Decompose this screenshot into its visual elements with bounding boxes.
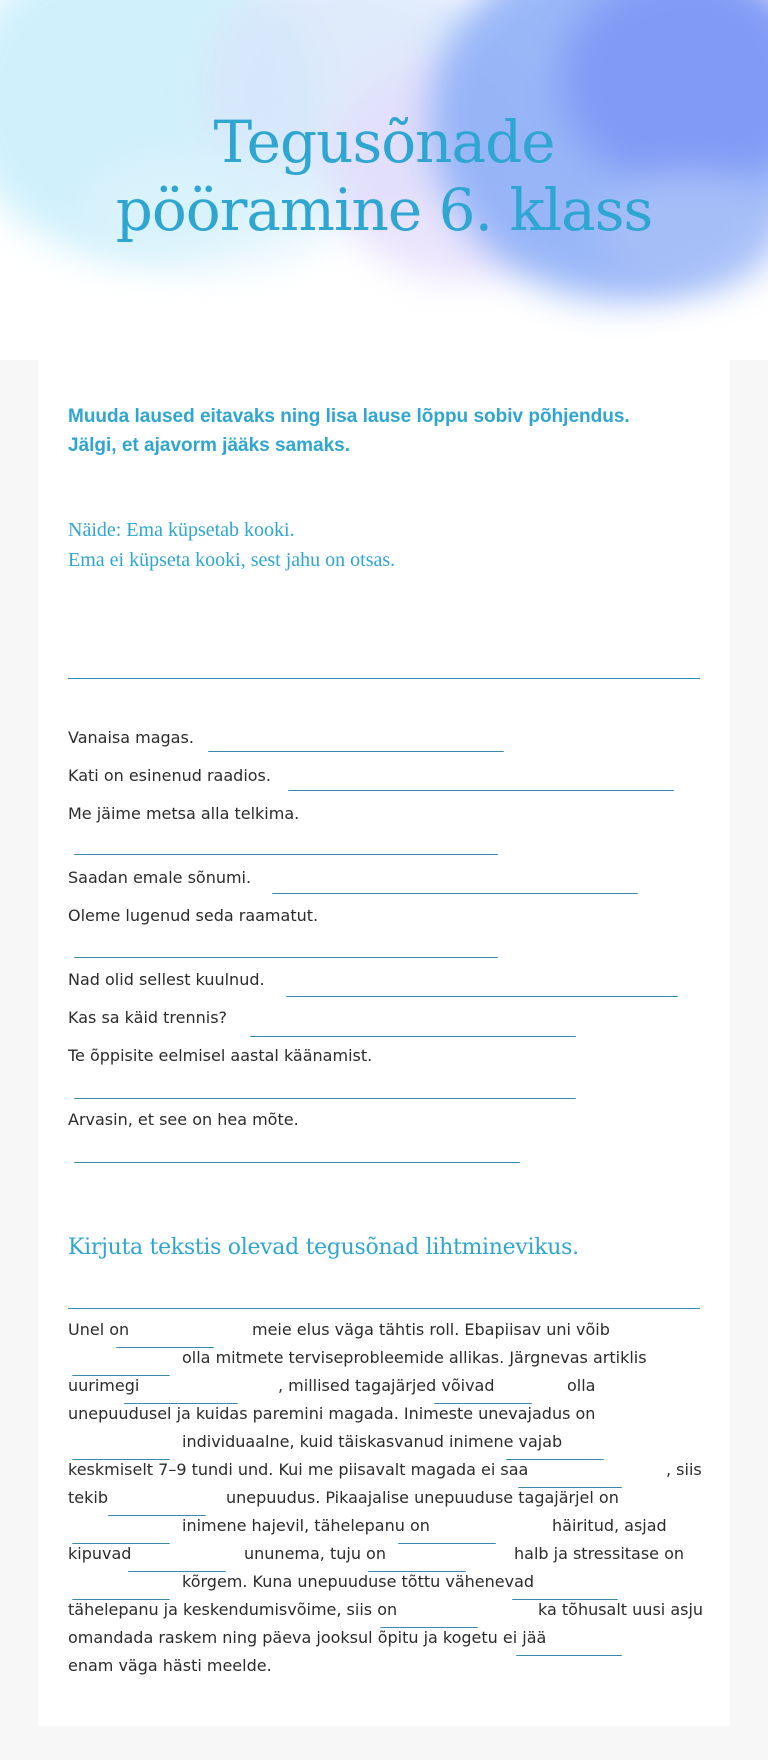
section2-title: Kirjuta tekstis olevad tegusõnad lihtminevikus. <box>68 1235 579 1260</box>
exercise-item <box>68 906 318 925</box>
text-segment: kipuvad <box>68 1544 132 1563</box>
exercise-sentence: Oleme lugenud seda raamatut. <box>68 906 319 925</box>
exercise-item <box>68 1110 299 1129</box>
section-divider <box>68 678 700 679</box>
exercise-sentence: Saadan emale sõnumi. <box>68 868 252 887</box>
answer-input[interactable] <box>74 1098 576 1099</box>
exercise-sentence: Arvasin, et see on hea mõte. <box>68 1110 299 1129</box>
text-segment: enam väga hästi meelde. <box>68 1656 272 1675</box>
text-segment: ununema, tuju on <box>244 1544 386 1563</box>
text-segment: unepuudus. Pikaajalise unepuuduse tagajärjel on <box>226 1488 619 1507</box>
text-segment: , siis <box>666 1460 702 1479</box>
answer-input[interactable] <box>250 1036 576 1037</box>
text-segment: individuaalne, kuid täiskasvanud inimene vajab <box>182 1432 563 1451</box>
blank-input[interactable] <box>516 1655 622 1656</box>
blank-input[interactable] <box>398 1543 496 1544</box>
text-segment: meie elus väga tähtis roll. Ebapiisav uni võib <box>252 1320 610 1339</box>
answer-input[interactable] <box>286 996 678 997</box>
text-segment: uurimegi <box>68 1376 140 1395</box>
exercise-item <box>68 728 194 747</box>
example-line-2: Ema ei küpseta kooki, sest jahu on otsas. <box>68 549 396 571</box>
text-segment: unepuudusel ja kuidas paremini magada. Inimeste unevajadus on <box>68 1404 596 1423</box>
exercise-sentence: Me jäime metsa alla telkima. <box>68 804 300 823</box>
instruction-line-1: Muuda laused eitavaks ning lisa lause lõppu sobiv põhjendus. <box>68 406 630 427</box>
worksheet-card <box>38 360 730 1726</box>
exercise-sentence: Kas sa käid trennis? <box>68 1008 228 1027</box>
instruction-line-2: Jälgi, et ajavorm jääks samaks. <box>68 435 351 456</box>
text-segment: olla <box>567 1376 596 1395</box>
text-segment: olla mitmete terviseprobleemide allikas. Järgnevas artiklis <box>182 1348 647 1367</box>
section1-instruction <box>68 402 688 460</box>
exercise-sentence: Nad olid sellest kuulnud. <box>68 970 265 989</box>
example-block <box>68 515 688 575</box>
text-segment: inimene hajevil, tähelepanu on <box>182 1516 430 1535</box>
exercise-item <box>68 970 265 989</box>
exercise-sentence: Vanaisa magas. <box>68 728 194 747</box>
answer-input[interactable] <box>208 751 504 752</box>
section-divider <box>68 1308 700 1309</box>
header-banner <box>0 0 768 360</box>
title-line-1: Tegusõnade <box>213 108 555 176</box>
text-segment: halb ja stressitase on <box>514 1544 685 1563</box>
answer-input[interactable] <box>74 957 498 958</box>
answer-input[interactable] <box>74 854 498 855</box>
text-segment: Unel on <box>68 1320 130 1339</box>
exercise-sentence: Te õppisite eelmisel aastal käänamist. <box>68 1046 373 1065</box>
text-segment: keskmiselt 7–9 tundi und. Kui me piisavalt magada ei saa <box>68 1460 529 1479</box>
text-segment: kõrgem. Kuna unepuuduse tõttu vähenevad <box>182 1572 535 1591</box>
exercise-sentence: Kati on esinenud raadios. <box>68 766 271 785</box>
text-segment: omandada raskem ning päeva jooksul õpitu ja kogetu ei jää <box>68 1628 547 1647</box>
exercise-item <box>68 1046 372 1065</box>
answer-input[interactable] <box>74 1162 520 1163</box>
page-title <box>0 108 768 244</box>
title-line-2: pööramine 6. klass <box>115 176 653 244</box>
exercise-item <box>68 1008 227 1027</box>
exercise-item <box>68 868 251 887</box>
answer-input[interactable] <box>272 893 638 894</box>
exercise-item <box>68 804 299 823</box>
example-line-1: Näide: Ema küpsetab kooki. <box>68 519 295 541</box>
text-segment: tekib <box>68 1488 108 1507</box>
text-segment: ka tõhusalt uusi asju <box>538 1600 704 1619</box>
text-segment: , millised tagajärjed võivad <box>278 1376 495 1395</box>
text-segment: häiritud, asjad <box>552 1516 667 1535</box>
text-segment: tähelepanu ja keskendumisvõime, siis on <box>68 1600 398 1619</box>
exercise-item <box>68 766 271 785</box>
answer-input[interactable] <box>288 790 674 791</box>
